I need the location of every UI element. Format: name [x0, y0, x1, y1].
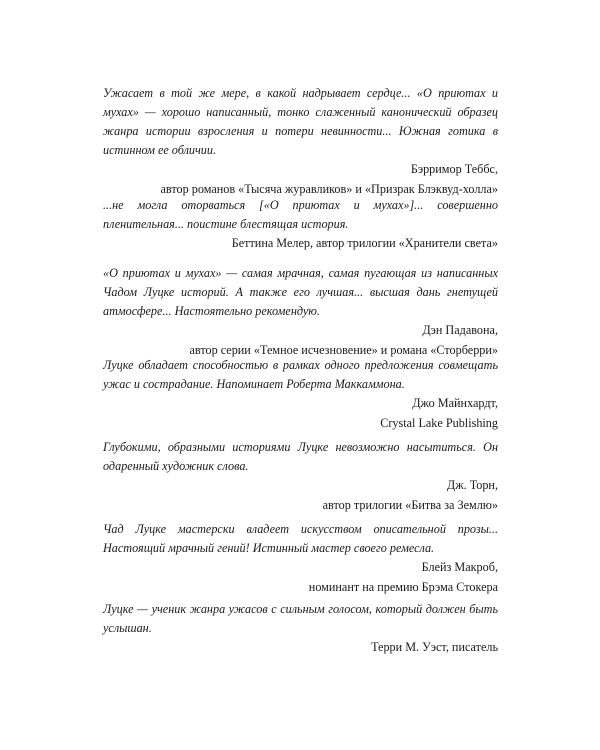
- attribution-author: Дж. Торн,: [446, 478, 498, 492]
- attribution-author: Дэн Падавона,: [422, 323, 498, 337]
- blurb-west: [103, 600, 498, 658]
- attribution-credit: номинант на премию Брэма Стокера: [308, 579, 498, 594]
- blurb-attribution: [103, 234, 498, 254]
- blurb-attribution: [103, 638, 498, 658]
- blurb-meler: [103, 196, 498, 254]
- blurb-meinhardt: [103, 356, 498, 433]
- blurb-macrob: [103, 520, 498, 597]
- attribution-author: Блейз Макроб,: [421, 560, 498, 574]
- blurb-quote: Луцке — ученик жанра ужасов с сильным голосом, который должен быть услышан.: [103, 602, 498, 635]
- blurb-padavona: [103, 264, 498, 360]
- attribution-author: Беттина Мелер, автор трилогии «Хранители света»: [231, 236, 498, 250]
- blurb-attribution: [103, 160, 498, 199]
- blurb-quote: Чад Луцке мастерски владеет искусством описательной прозы... Настоящий мрачный гений! Истинный мастер своего ремесла.: [103, 522, 498, 555]
- attribution-author: Терри М. Уэст, писатель: [371, 640, 498, 654]
- blurb-quote: Луцке обладает способностью в рамках одного предложения совмещать ужас и сострадание. Напоминает Роберта Маккаммона.: [103, 358, 498, 391]
- blurb-quote: «О приютах и мухах» — самая мрачная, самая пугающая из написанных Чадом Луцке историй. А также его лучшая... высшая дань гнетущей атмосфере... Настоятельно рекомендую.: [103, 266, 498, 318]
- blurb-attribution: [103, 476, 498, 515]
- attribution-credit: автор трилогии «Битва за Землю»: [322, 497, 498, 512]
- blurb-quote: Глубокими, образными историями Луцке невозможно насытиться. Он одаренный художник слова.: [103, 440, 498, 473]
- blurb-thorn: [103, 438, 498, 515]
- blurb-attribution: [103, 394, 498, 433]
- attribution-author: Бэрримор Теббс,: [410, 162, 498, 176]
- blurb-tebbs: [103, 84, 498, 199]
- attribution-author: Джо Майнхардт,: [412, 396, 498, 410]
- blurb-attribution: [103, 558, 498, 597]
- blurb-quote: Ужасает в той же мере, в какой надрывает сердце... «О приютах и мухах» — хорошо написанный, тонко слаженный канонический образец жанра истории взросления и потери невинности... Южная готика в истинном ее обличии.: [103, 86, 498, 157]
- blurb-attribution: [103, 321, 498, 360]
- attribution-credit: автор серии «Темное исчезновение» и романа «Сторберри»: [189, 342, 498, 357]
- attribution-credit: Crystal Lake Publishing: [380, 415, 498, 430]
- blurb-quote: ...не могла оторваться [«О приютах и мухах»]... совершенно пленительная... поистине блестящая история.: [103, 198, 498, 231]
- attribution-credit: автор романов «Тысяча журавликов» и «Призрак Блэквуд-холла»: [160, 181, 498, 196]
